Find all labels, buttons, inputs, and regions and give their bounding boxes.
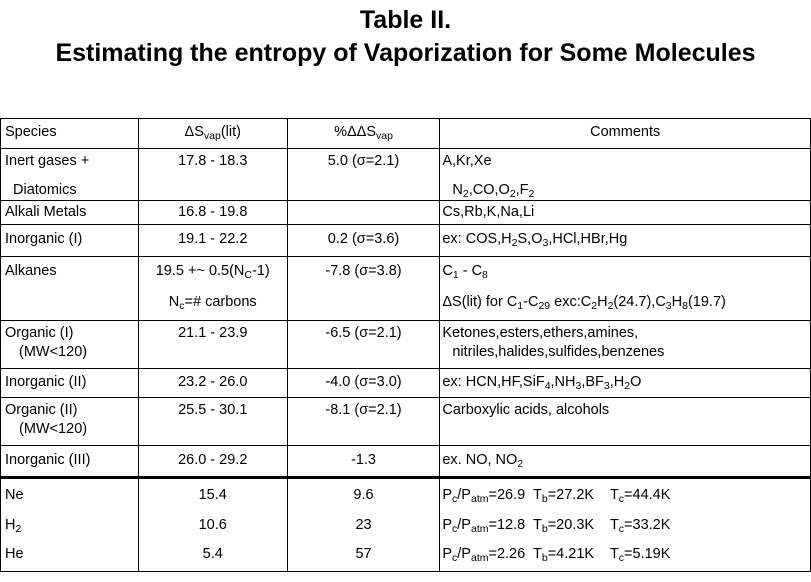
percent-value: 5.0 (σ=2.1) (287, 149, 440, 201)
table-row (1, 257, 811, 321)
species-name: He (1, 542, 139, 572)
dsvap-value: 5.4 (138, 542, 287, 572)
comment: $P_c/P_{atm}=12.8$ $T_b=20.3K$ $T_c=33.2K$ (440, 512, 811, 542)
species-name: Inorganic (I) (1, 225, 139, 257)
species-name-cont: (MW<120) (19, 344, 88, 360)
percent-value: 0.2 (σ=3.6) (287, 225, 440, 257)
dsvap-value: 17.8 - 18.3 (138, 149, 287, 201)
species-name: Organic (I) (5, 325, 74, 341)
table-row (1, 369, 811, 398)
comment: ex: $COS,H_2S,O_3,HCl,HBr,Hg$ (440, 225, 811, 257)
species-name: Alkanes (1, 257, 139, 321)
percent-value: -4.0 (σ=3.0) (287, 369, 440, 398)
comment: A,Kr,Xe $N_2,CO,O_2,F_2$ (440, 149, 811, 201)
dsvap-value: 19.1 - 22.2 (138, 225, 287, 257)
table-subtitle: Estimating the entropy of Vaporization for Some Molecules (55, 39, 756, 67)
comment: Cs,Rb,K,Na,Li (440, 201, 811, 225)
species-name-cont: Diatomics (13, 182, 77, 198)
table-row (1, 149, 811, 201)
dsvap-value: 15.4 (138, 478, 287, 513)
dsvap-value: 26.0 - 29.2 (138, 446, 287, 478)
species-name: Ne (1, 478, 139, 513)
dsvap-value: 23.2 - 26.0 (138, 369, 287, 398)
dsvap-value: 16.8 - 19.8 (138, 201, 287, 225)
comment: $P_c/P_{atm}=26.9$ $T_b=27.2K$ $T_c=44.4K$ (440, 478, 811, 513)
comment: Ketones,esters,ethers,amines, nitriles,halides,sulfides,benzenes (440, 321, 811, 369)
species-name: $H_2$ (1, 512, 139, 542)
header-percent: $\%\Delta\Delta S_{vap}$ (287, 119, 440, 149)
comment: $C_1 - C_8$ ΔS(lit) for $C_1-C_{29}$ $exc:C_2H_2(24.7),C_3H_8(19.7)$ (440, 257, 811, 321)
header-species: Species (1, 119, 139, 149)
comment: ex. NO, $NO_2$ (440, 446, 811, 478)
percent-value: 57 (287, 542, 440, 572)
dsvap-value: 21.1 - 23.9 (138, 321, 287, 369)
table-row (1, 542, 811, 572)
comment: $P_c/P_{atm}=2.26$ $T_b=4.21K$ $T_c=5.19K$ (440, 542, 811, 572)
species-name: Inorganic (III) (1, 446, 139, 478)
table-row (1, 446, 811, 478)
percent-value: 9.6 (287, 478, 440, 513)
dsvap-value: 25.5 - 30.1 (138, 398, 287, 446)
table-row (1, 225, 811, 257)
percent-value (287, 201, 440, 225)
species-name: Alkali Metals (1, 201, 139, 225)
header-row (1, 119, 811, 149)
table-row (1, 478, 811, 513)
entropy-table (0, 118, 811, 572)
species-name: Inert gases + (5, 153, 90, 169)
dsvap-value: 10.6 (138, 512, 287, 542)
table-title: Table II. (359, 6, 452, 34)
percent-value: -7.8 (σ=3.8) (287, 257, 440, 321)
percent-value: -1.3 (287, 446, 440, 478)
table-row (1, 398, 811, 446)
species-name: Organic (II) (5, 402, 78, 418)
percent-value: -8.1 (σ=2.1) (287, 398, 440, 446)
comment: ex: $HCN,HF,SiF_4,NH_3,BF_3,H_2O$ (440, 369, 811, 398)
percent-value: 23 (287, 512, 440, 542)
table-row (1, 512, 811, 542)
header-dsvap: $\Delta S_{vap}(lit)$ (138, 119, 287, 149)
percent-value: -6.5 (σ=2.1) (287, 321, 440, 369)
header-comments: Comments (440, 119, 811, 149)
comment: Carboxylic acids, alcohols (440, 398, 811, 446)
species-name: Inorganic (II) (1, 369, 139, 398)
dsvap-value: 19.5 +~ $0.5(N_C-1)$ $N_c=\#$ carbons (138, 257, 287, 321)
table-row (1, 321, 811, 369)
species-name-cont: (MW<120) (19, 421, 88, 437)
table-row (1, 201, 811, 225)
